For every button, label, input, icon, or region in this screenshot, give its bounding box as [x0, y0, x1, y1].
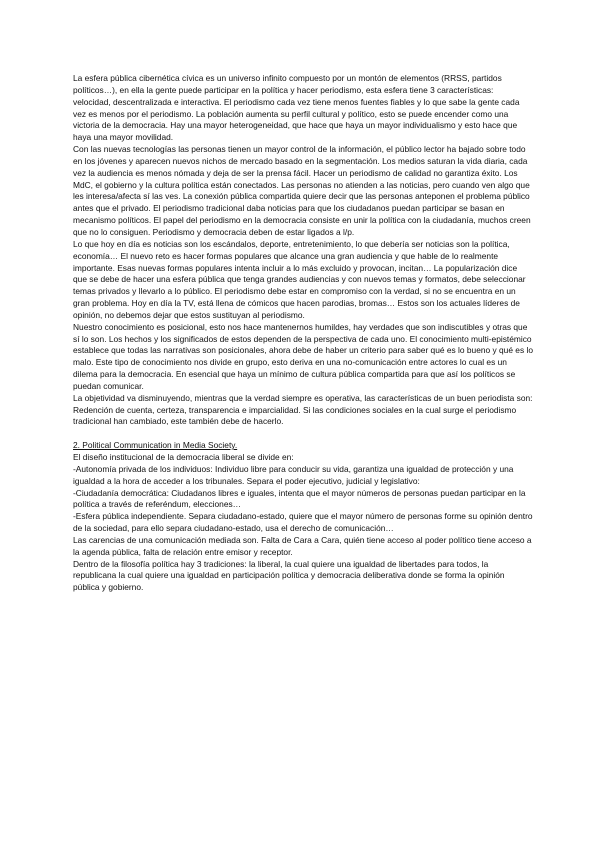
document-page [73, 73, 533, 594]
paragraph-gap [73, 428, 533, 440]
list-item: -Ciudadanía democrática: Ciudadanos libres e iguales, intenta que el mayor números de personas puedan participar en la política a través de referéndum, elecciones… [73, 487, 526, 510]
section-title: 2. Political Communication in Media Society. [73, 440, 238, 451]
paragraph: Nuestro conocimiento es posicional, esto nos hace mantenernos humildes, hay verdades que son indiscutibles y otras que sí lo son. Los hechos y los significados de estos dependen de la perspectiva de cada uno. El conocimiento multi-epistémico establece que todas las narrativas son posicionales, ahora debe de haber un criterio para saber qué es lo bueno y qué es lo malo. Este tipo de conocimiento nos divide en grupo, esto deriva en una no-comunicación entre actores lo cual es un dilema para la democracia. En esencial que haya un mínimo de cultura pública compartida para que así los políticos se puedan comunicar. [73, 321, 533, 391]
list-item: -Esfera pública independiente. Separa ciudadano-estado, quiere que el mayor número de personas forme su opinión dentro de la sociedad, para ello separa ciudadano-estado, usa el derecho de comunicación… [73, 511, 533, 534]
list-item: -Autonomía privada de los individuos: Individuo libre para conducir su vida, garantiza una igualdad de protección y una igualdad a la hora de acceder a los tribunales. Separa el poder ejecutivo, judicial y legislativo: [73, 463, 514, 486]
paragraph: El diseño institucional de la democracia liberal se divide en: [73, 452, 294, 462]
paragraph: Lo que hoy en día es noticias son los escándalos, deporte, entretenimiento, lo que debería ser noticias son la política, economía… El nuevo reto es hacer formas populares que alcance una gran audiencia y que hable de lo realmente importante. Esas nuevas formas populares intenta incluir a lo más excluido y provocan, incitan… La popularización dice que se debe de hacer una esfera pública que tenga grandes audiencias y con nuevos temas y formatos, debe seleccionar temas privados y llevarlo a lo público. El periodismo debe estar en compromiso con la verdad, si no se encuentra en un gran problema. Hoy en día la TV, está llena de cómicos que hacen parodias, bromas… Estos son los actuales líderes de opinión, no debemos dejar que estos sustituyan al periodismo. [73, 238, 526, 320]
paragraph: La objetividad va disminuyendo, mientras que la verdad siempre es operativa, las características de un buen periodista son: Redención de cuenta, certeza, transparencia e imparcialidad. Si las condiciones sociales en la cual surge el periodismo tradicional han cambiado, este también debe de hacerlo. [73, 392, 533, 427]
paragraph: Las carencias de una comunicación mediada son. Falta de Cara a Cara, quién tiene acceso al poder político tiene acceso a la agenda pública, falta de relación entre emisor y receptor. [73, 534, 532, 557]
paragraph: Con las nuevas tecnologías las personas tienen un mayor control de la información, el público lector ha bajado sobre todo en los jóvenes y aparecen nuevos nichos de mercado basado en la segmentación. Los medios saturan la vida diaria, cada vez la audiencia es menos nómada y deja de ser la prensa fácil. Hacer un periodismo de calidad no garantiza éxito. Los MdC, el gobierno y la cultura política están conectados. Las personas no atienden a las noticias, pero cuando ven algo que les interesa/afecta sí las ves. La conexión pública compartida quiere decir que las personas anteponen el problema público antes que el privado. El periodismo tradicional daba noticias para que los ciudadanos puedan participar se basan en mecanismo políticos. El papel del periodismo en la democracia consiste en unir la política con la ciudadanía, muchos creen que no lo consiguen. Periodismo y democracia deben de estar ligados a l/p. [73, 144, 531, 237]
paragraph: La esfera pública cibernética cívica es un universo infinito compuesto por un montón de elementos (RRSS, partidos políticos…), en ella la gente puede participar en la política y hacer periodismo, esta esfera tiene 3 características: velocidad, descentralizada e interactiva. El periodismo cada vez tiene menos fuentes fiables y lo que sabe la gente cada vez es menos por el periodismo. La población aumenta su perfil cultural y político, esto se puede encender como una victoria de la democracia. Hay una mayor heterogeneidad, que hace que haya un mayor individualismo y esto hace que haya una mayor movilidad. [73, 73, 520, 143]
paragraph: Dentro de la filosofía política hay 3 tradiciones: la liberal, la cual quiere una igualdad de libertades para todos, la republicana la cual quiere una igualdad en participación política y democracia deliberativa donde se forma la opinión pública y gobierno. [73, 558, 505, 593]
